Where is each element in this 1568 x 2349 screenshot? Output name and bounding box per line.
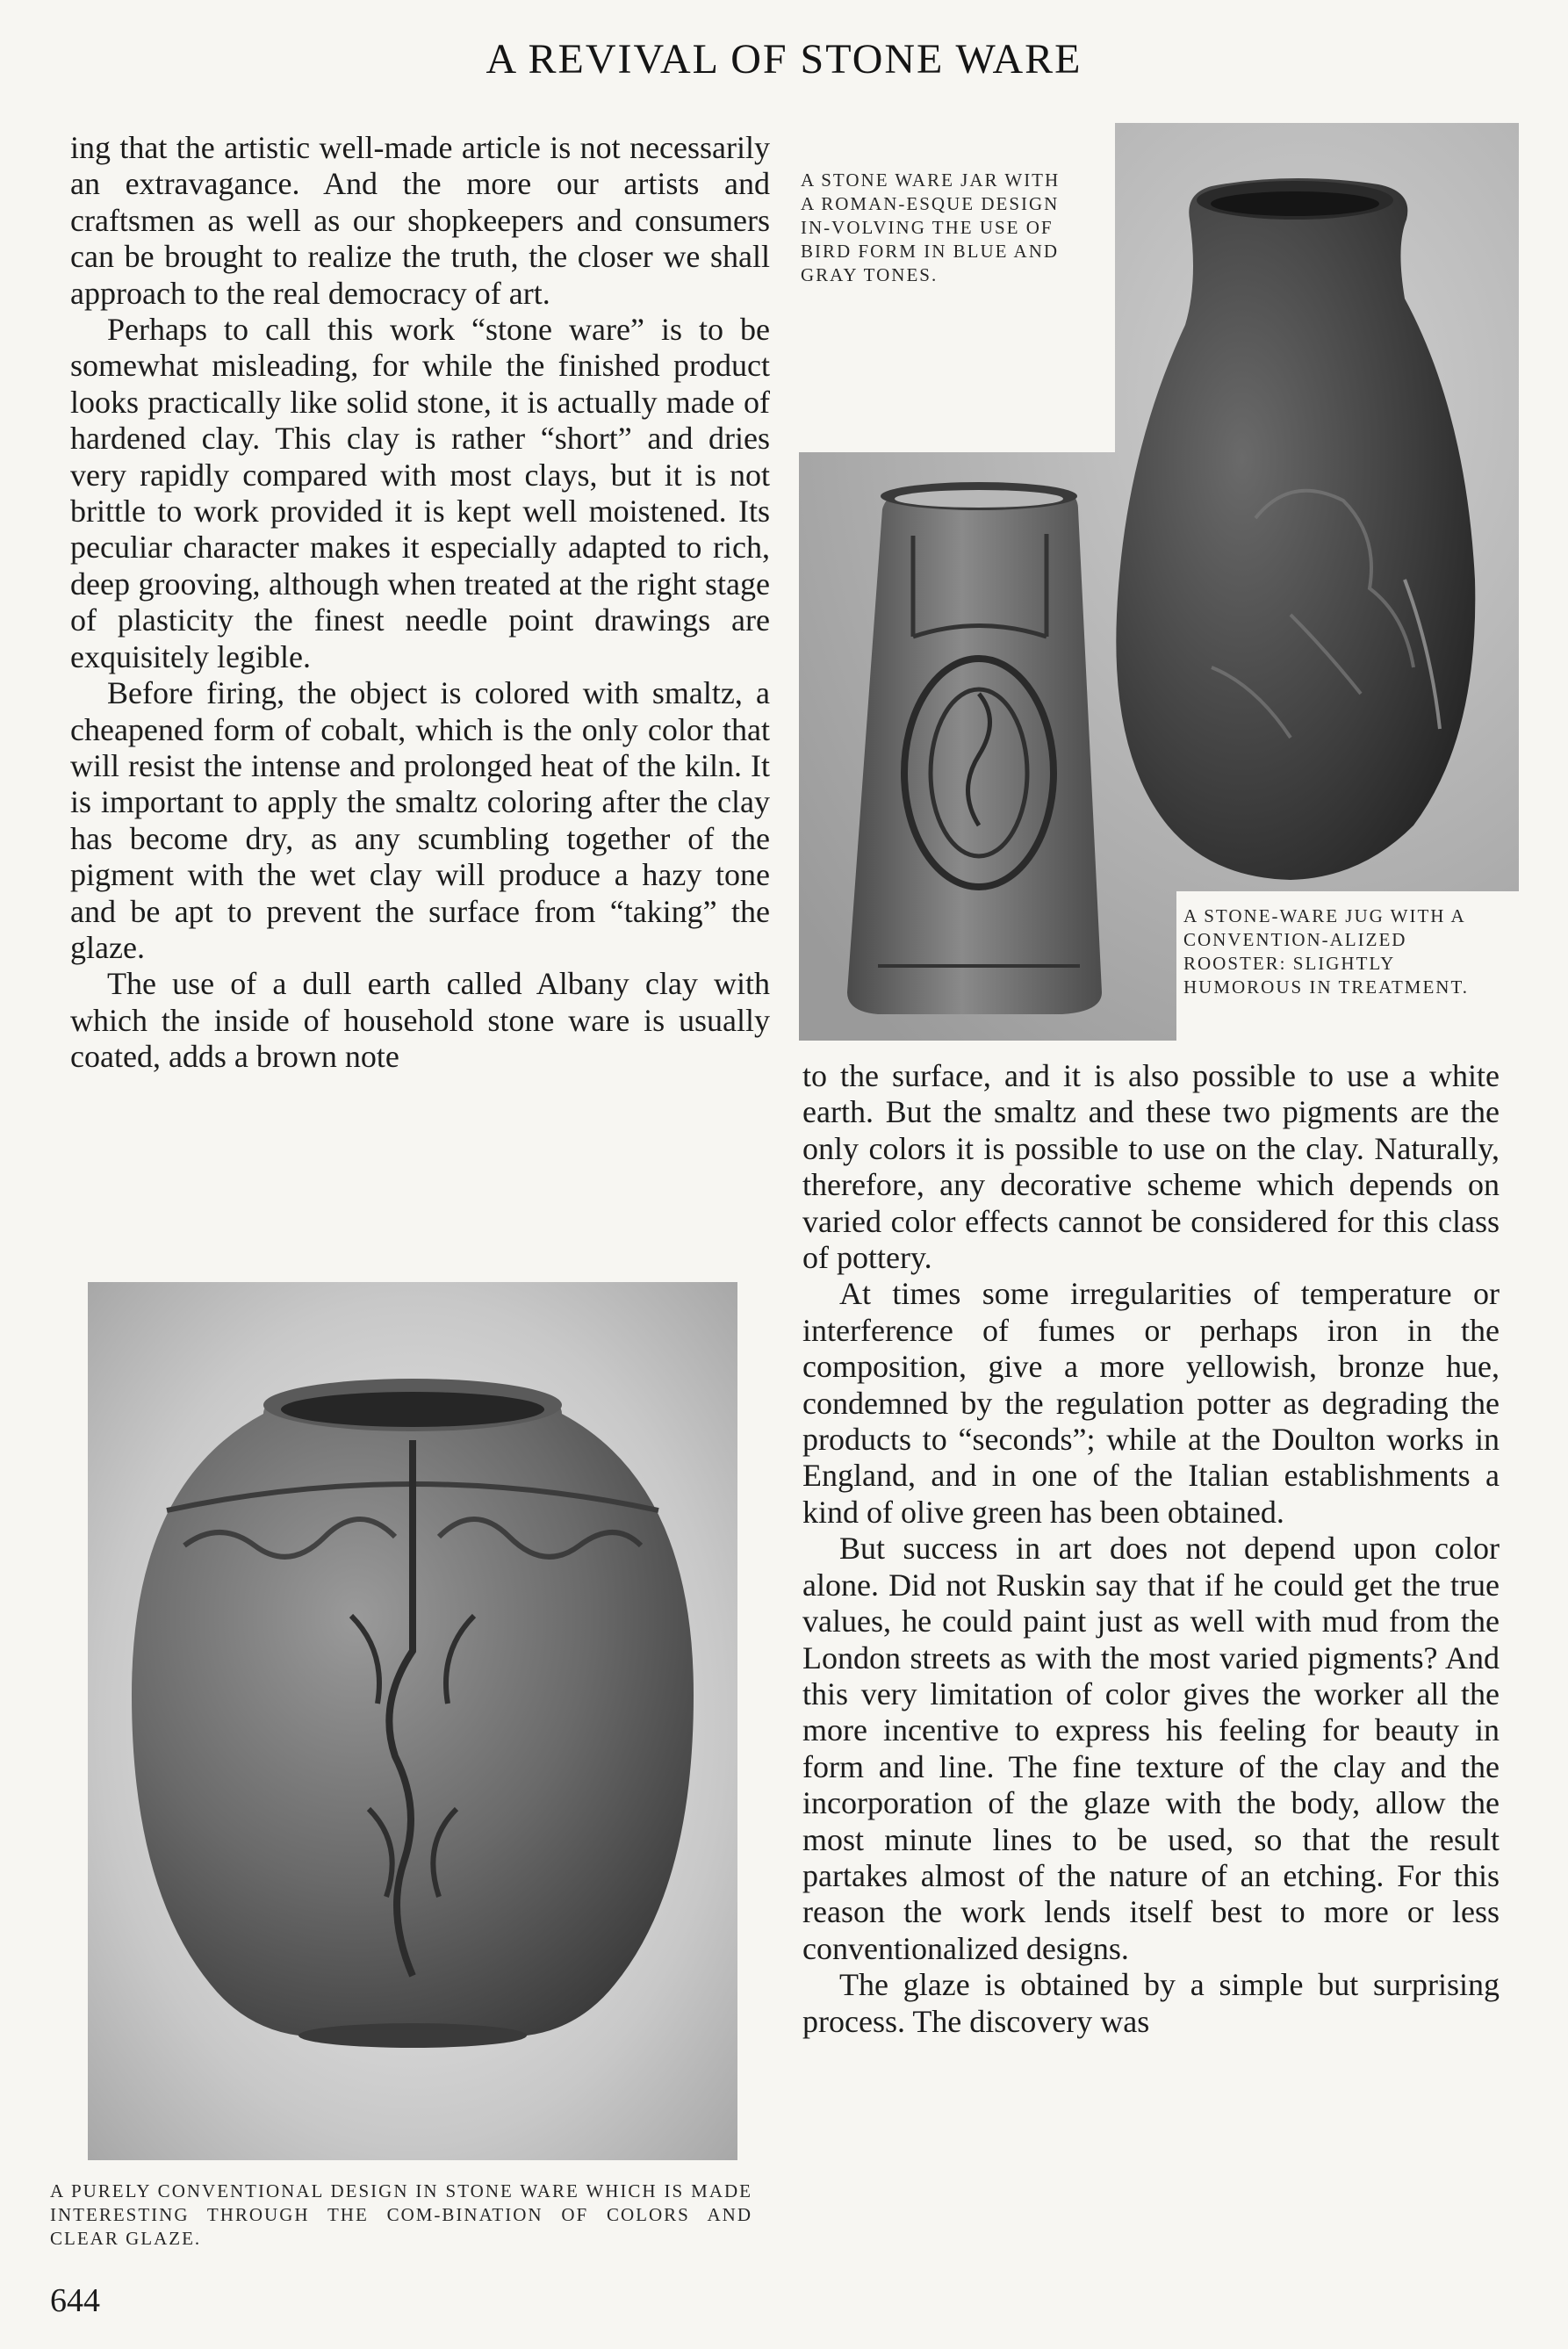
page-number: 644: [50, 2282, 100, 2319]
jar-caption: A STONE WARE JAR WITH A ROMAN-ESQUE DESIGN IN-VOLVING THE USE OF BIRD FORM IN BLUE AND GRAY TONES.: [801, 169, 1061, 285]
left-paragraph-1: ing that the artistic well-made article is not necessarily an extravagance. And the more our artists and craftsmen as well as our shopkeepers and consumers can be brought to realize the truth, the closer we shall approach to the real democracy of art.: [70, 130, 770, 311]
left-column-text: [70, 130, 770, 1076]
right-column-text: [802, 1058, 1500, 2040]
right-paragraph-2: At times some irregularities of temperature or interference of fumes or perhaps iron in the composition, give a more yellowish, bronze hue, condemned by the regulation potter as degrading the products to “seconds”; while at the Doulton works in England, and in one of the Italian establishments a kind of olive green has been obtained.: [802, 1276, 1500, 1530]
right-paragraph-4: The glaze is obtained by a simple but surprising process. The discovery was: [802, 1967, 1500, 2039]
right-paragraph-1: to the surface, and it is also possible to use a white earth. But the smaltz and these two pigments are the only colors it is possible to use on the clay. Naturally, therefore, any decorative scheme which depends on varied color effects cannot be considered for this class of pottery.: [802, 1058, 1500, 1276]
left-paragraph-2: Perhaps to call this work “stone ware” is to be somewhat misleading, for while the finished product looks practically like solid stone, it is actually made of hardened clay. This clay is rather “short” and dries very rapidly compared with most clays, but it is not brittle to work provided it is kept well moistened. Its peculiar character makes it especially adapted to rich, deep grooving, although when treated at the right stage of plasticity the finest needle point drawings are exquisitely legible.: [70, 312, 770, 674]
page-title: A REVIVAL OF STONE WARE: [486, 36, 1082, 83]
vase-image: [88, 1282, 737, 2160]
left-paragraph-4: The use of a dull earth called Albany clay with which the inside of household stone ware is usually coated, adds a brown note: [70, 966, 770, 1075]
vase-caption: A PURELY CONVENTIONAL DESIGN IN STONE WARE WHICH IS MADE INTERESTING THROUGH THE COM-BINATION OF COLORS AND CLEAR GLAZE.: [50, 2180, 752, 2249]
jug-caption: A STONE-WARE JUG WITH A CONVENTION-ALIZED ROOSTER: SLIGHTLY HUMOROUS IN TREATMENT.: [1183, 905, 1469, 998]
vase-photo: [88, 1282, 737, 2160]
left-paragraph-3: Before firing, the object is colored with smaltz, a cheapened form of cobalt, which is the only color that will resist the intense and prolonged heat of the kiln. It is important to apply the smaltz coloring after the clay has become dry, as any scumbling together of the pigment with the wet clay will produce a hazy tone and be apt to prevent the surface from “taking” the glaze.: [70, 675, 770, 965]
right-paragraph-3: But success in art does not depend upon color alone. Did not Ruskin say that if he could get the true values, he could paint just as well with mud from the London streets as with the most varied pigments? And this very limitation of color gives the worker all the more incentive to express his feeling for beauty in form and line. The fine texture of the clay and the incorporation of the glaze with the body, allow the most minute lines to be used, so that the result partakes almost of the nature of an etching. For this reason the work lends itself best to more or less conventionalized designs.: [802, 1531, 1500, 1966]
